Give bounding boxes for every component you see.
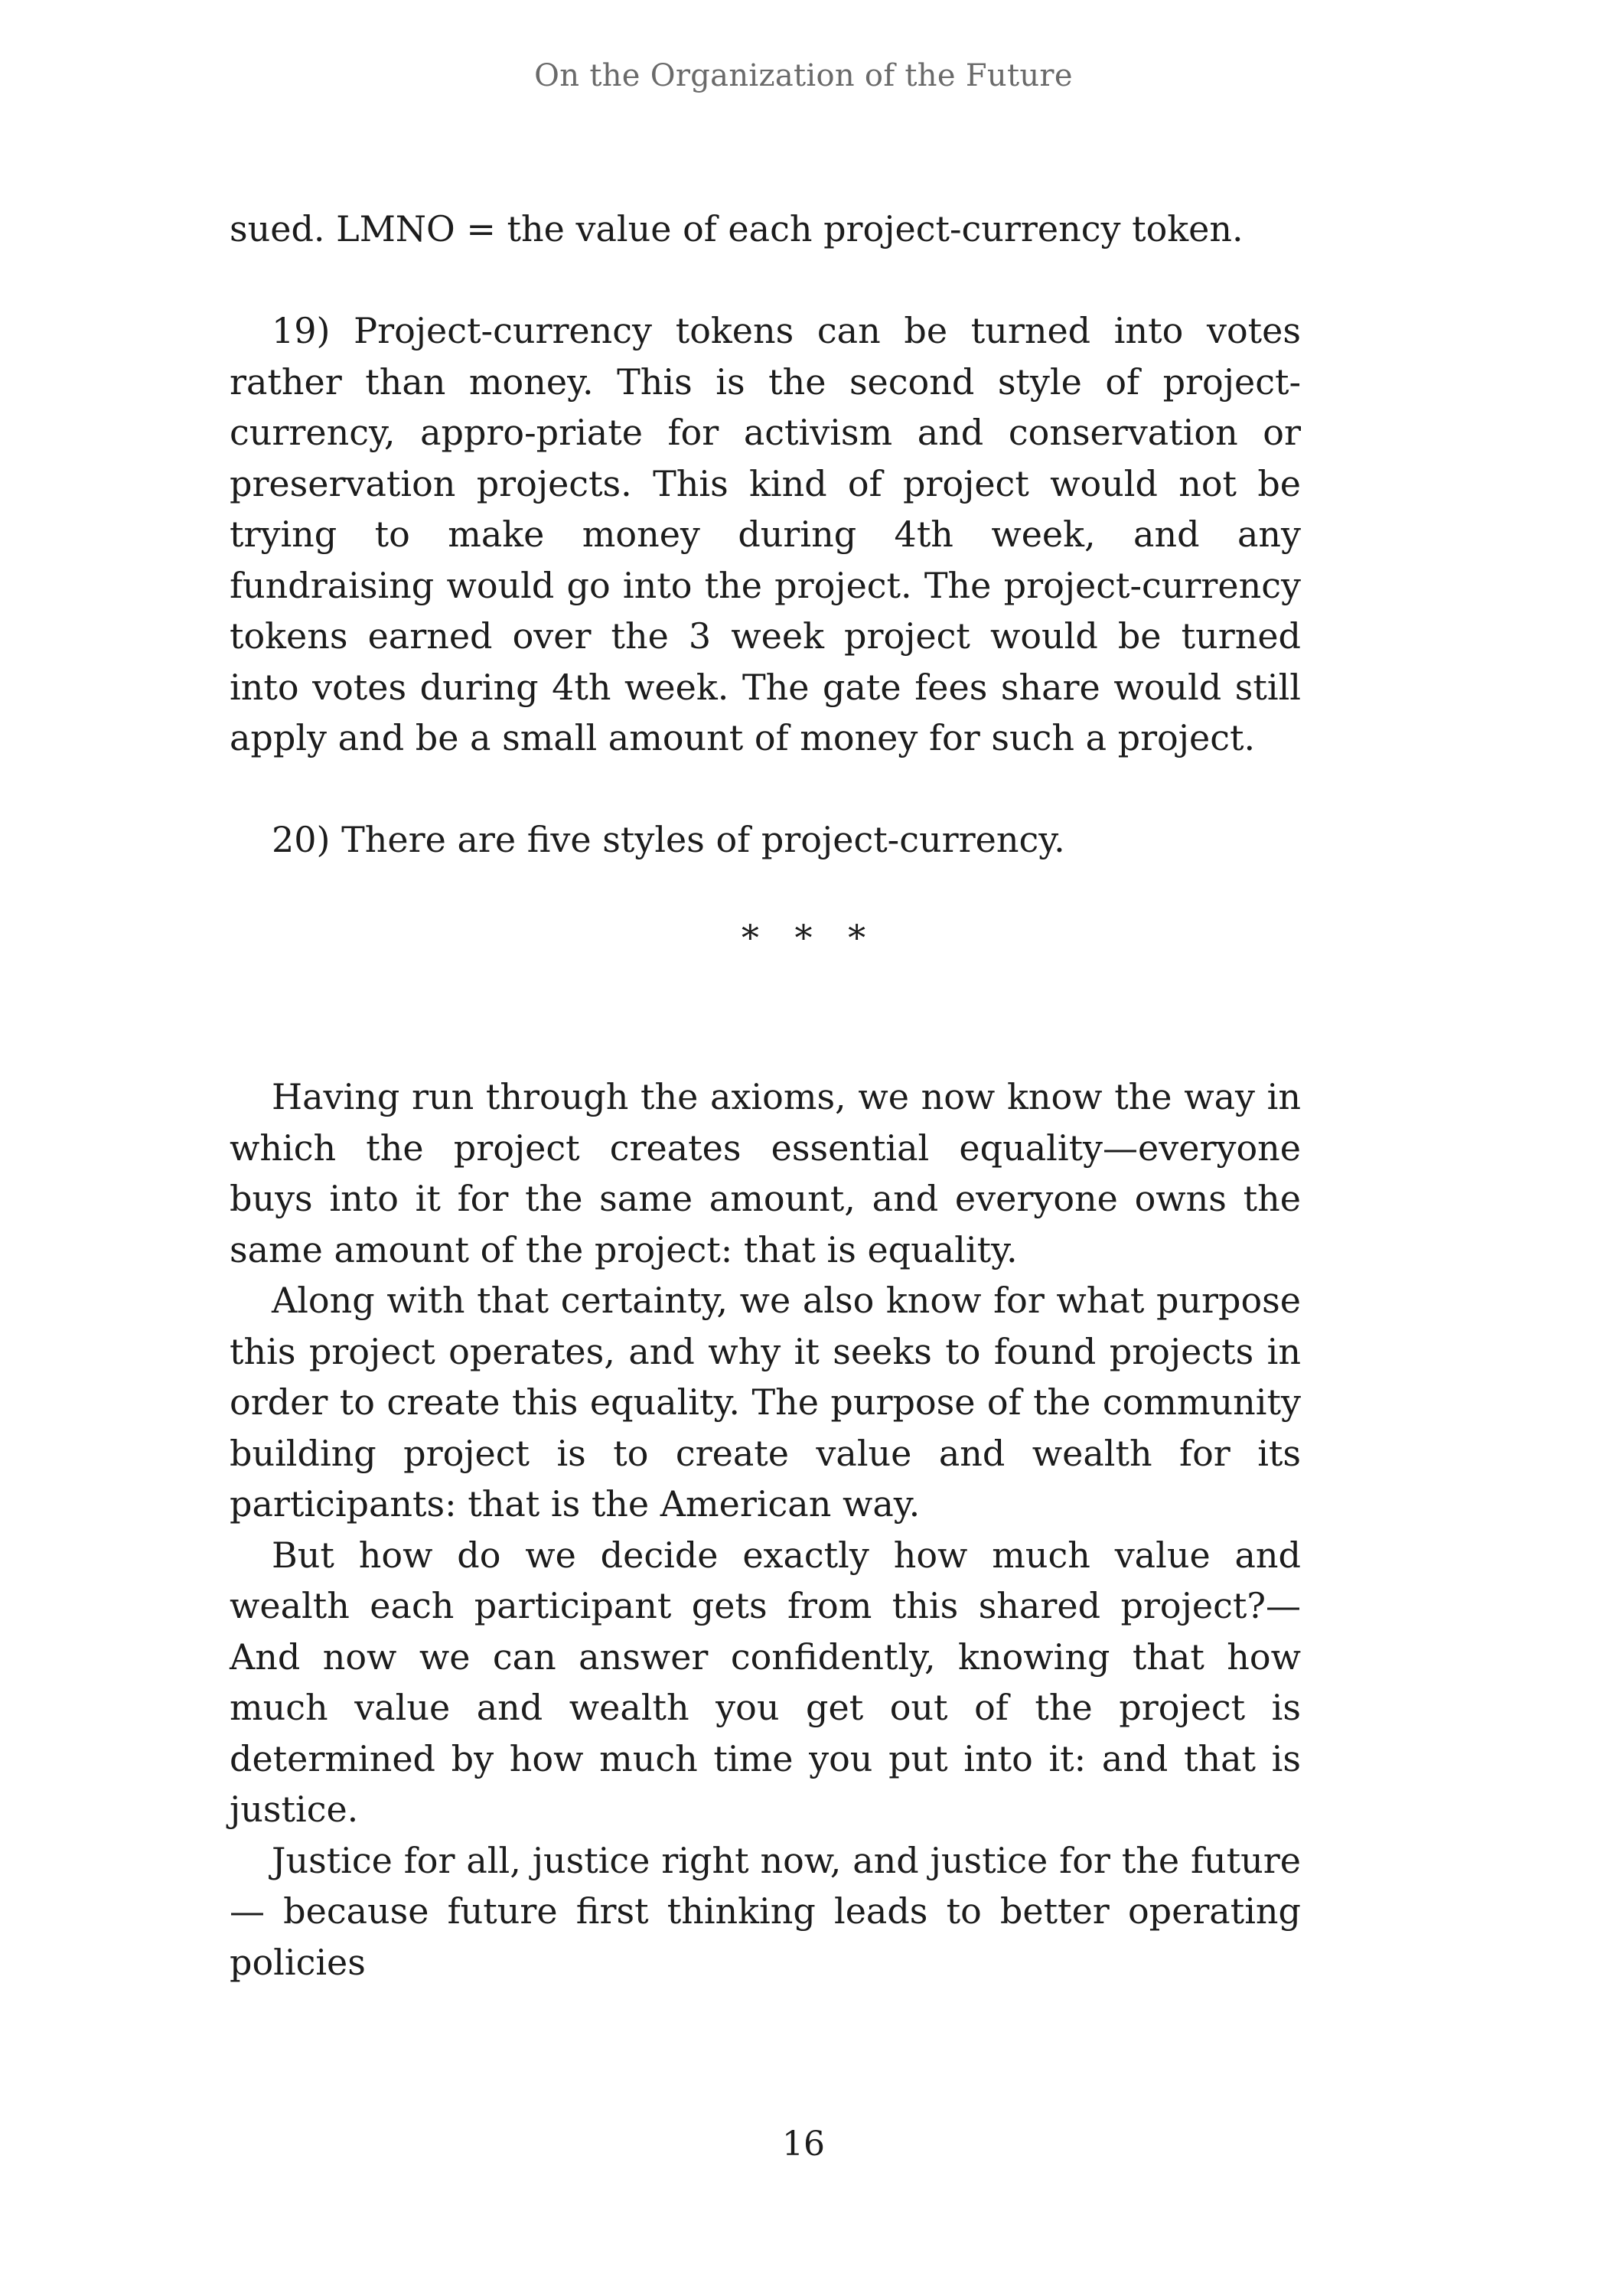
section-one [230,204,1301,866]
continuation-paragraph: sued. LMNO = the value of each project-currency token. [230,208,1244,249]
page-number: 16 [782,2125,825,2164]
axiom-19-paragraph: 19) Project-currency tokens can be turned into votes rather than money. This is the second style of project-currency, appro-priate for activism and conservation or preservation projects. This kind of project would not be trying to make money during 4th week, and any fundraising would go into the project. The project-currency tokens earned over the 3 week project would be turned into votes during 4th week. The gate fees share would still apply and be a small amount of money for such a project. [230,310,1301,758]
asterisk-glyph: * [794,917,813,958]
asterisk-glyph: * [741,917,759,958]
running-head: On the Organization of the Future [534,58,1073,93]
body-paragraph-equality: Having run through the axioms, we now know the way in which the project creates essential equality—everyone buys into it for the same amount, and everyone owns the same amount of the project: that is equality. [230,1076,1301,1270]
section-two [230,1071,1301,1988]
axiom-20-paragraph: 20) There are five styles of project-currency. [272,819,1065,860]
body-paragraph-purpose: Along with that certainty, we also know for what purpose this project operates, and why it seeks to found projects in order to create this equality. The purpose of the community building project is to create value and wealth for its participants: that is the American way. [230,1280,1301,1525]
body-paragraph-future: Justice for all, justice right now, and justice for the future— because future first thinking leads to better operating policies [230,1839,1301,1983]
paragraph-gap [230,255,1301,306]
section-break-ornament [0,917,1607,958]
paragraph-gap [230,764,1301,815]
body-paragraph-justice: But how do we decide exactly how much value and wealth each participant gets from this shared project?—And now we can answer confidently, knowing that how much value and wealth you get out of the project is determined by how much time you put into it: and that is justice. [230,1534,1301,1830]
asterisk-glyph: * [848,917,866,958]
